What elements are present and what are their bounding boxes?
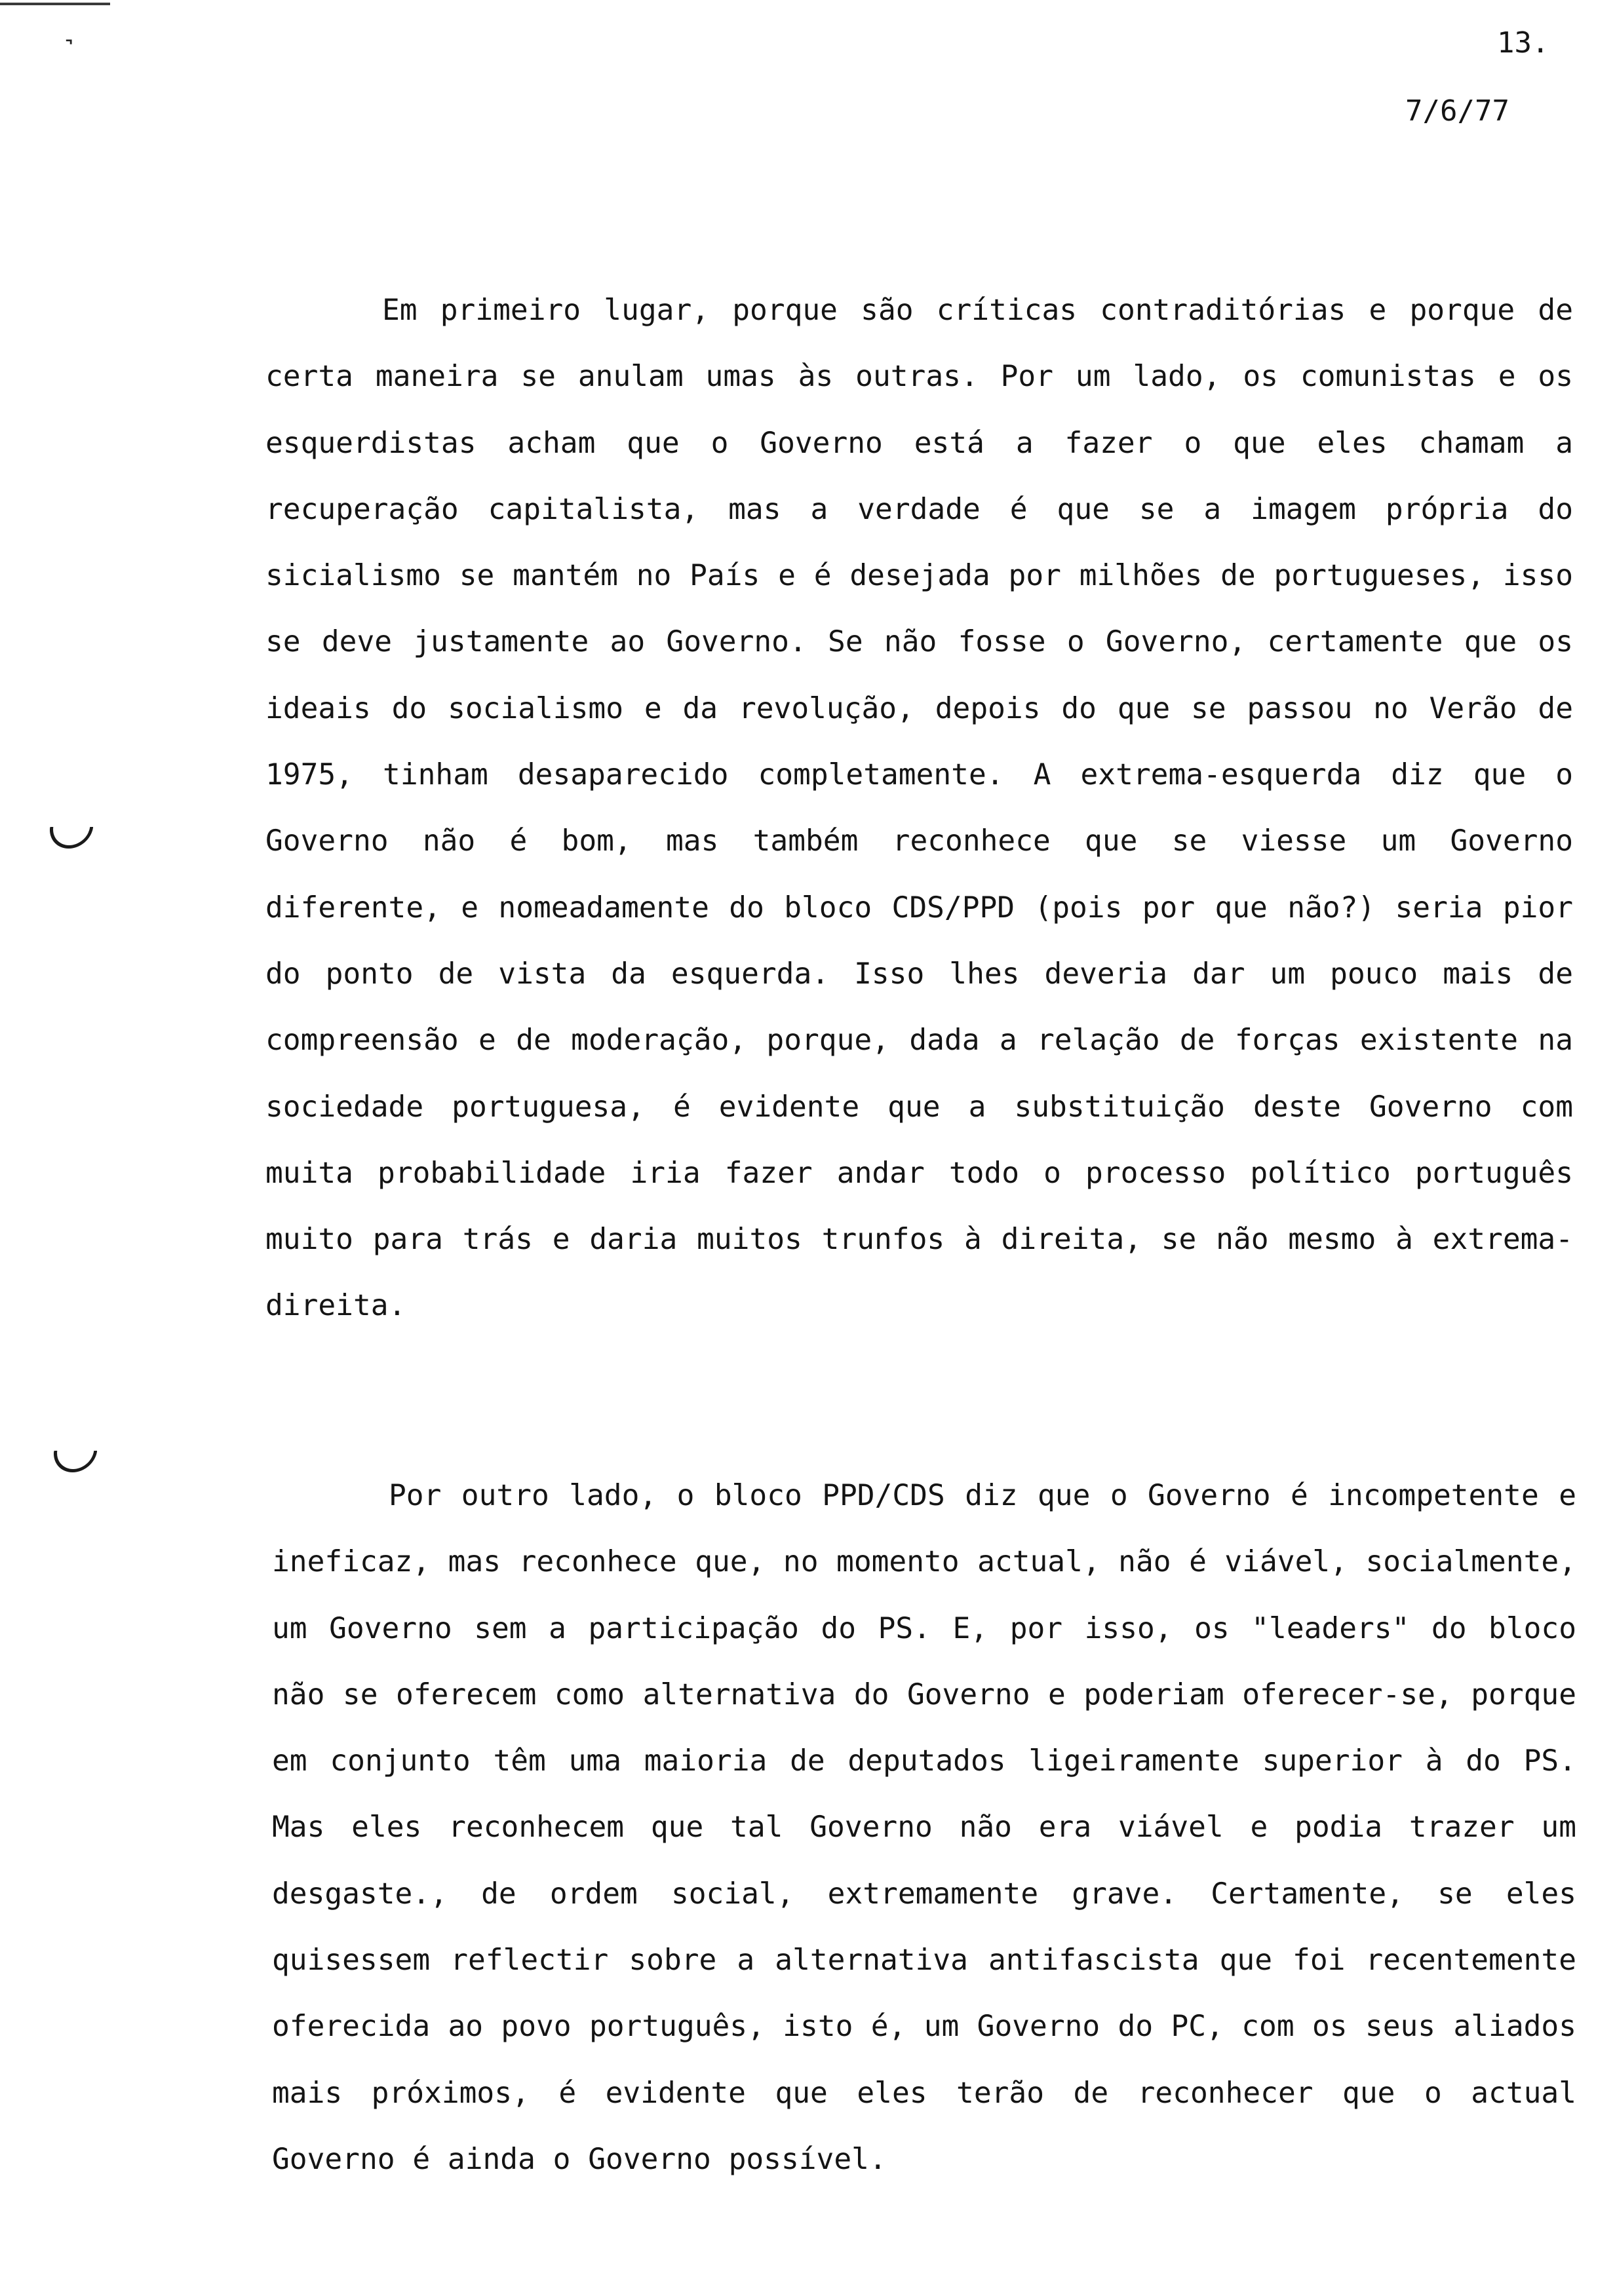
body-paragraph: Em primeiro lugar, porque são críticas contraditórias e porque de certa maneira se anulam umas às outras. Por um lado, os comunistas e os esquerdistas acham que o Governo está a fazer o que eles chamam a recuperação capitalista, mas a verdade é que se a imagem própria do sicialismo se mantém no País e é desejada por milhões de portugueses, isso se deve justamente ao Governo. Se não fosse o Governo, certamente que os ideais do socialismo e da revolução, depois do que se passou no Verão de 1975, tinham desaparecido completamente. A extrema-esquerda diz que o Governo não é bom, mas também reconhece que se viesse um Governo diferente, e nomeadamente do bloco CDS/PPD (pois por que não?) seria pior do ponto de vista da esquerda. Isso lhes deveria dar um pouco mais de compreensão e de moderação, porque, dada a relação de forças existente na sociedade portuguesa, é evidente que a substituição deste Governo com muita probabilidade iria fazer andar todo o processo político português muito para trás e daria muitos trunfos à direita, se não mesmo à extrema-direita. xyxy=(265,294,1573,1323)
margin-check-mark xyxy=(47,827,94,849)
top-rule xyxy=(0,3,110,5)
page-date: 7/6/77 xyxy=(1405,94,1509,128)
body-paragraph: Por outro lado, o bloco PPD/CDS diz que o Governo é incompetente e ineficaz, mas reconhece que, no momento actual, não é viável, socialmente, um Governo sem a participação do PS. E, por isso, os "leaders" do bloco não se oferecem como alternativa do Governo e poderiam oferecer-se, porque em conjunto têm uma maioria de deputados ligeiramente superior à do PS. Mas eles reconhecem que tal Governo não era viável e podia trazer um desgaste., de ordem social, extremamente grave. Certamente, se eles quisessem reflectir sobre a alternativa antifascista que foi recentemente oferecida ao povo português, isto é, um Governo do PC, com os seus aliados mais próximos, é evidente que eles terão de reconhecer que o actual Governo é ainda o Governo possível. xyxy=(272,1479,1576,2176)
corner-mark: ˺ xyxy=(60,34,78,67)
page-number: 13. xyxy=(1497,26,1549,60)
margin-check-mark xyxy=(51,1451,98,1472)
